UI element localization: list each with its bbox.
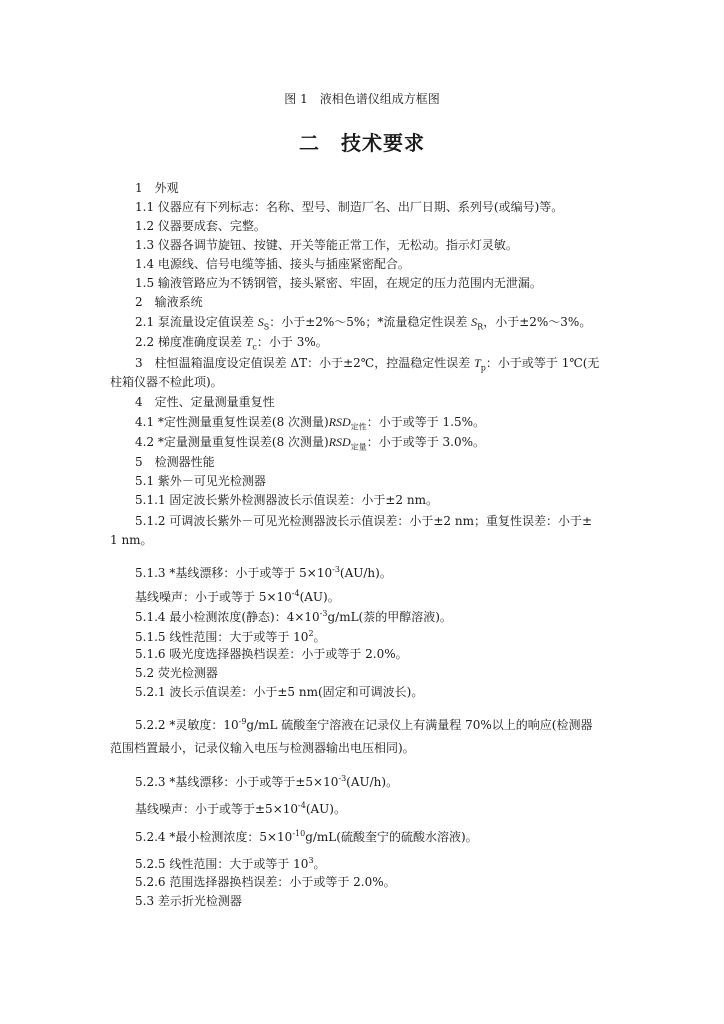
paragraph-5-1-3: 5.1.3 *基线漂移：小于或等于 $5\times 10^{-3}(AU/h)$。 [135,565,392,580]
paragraph-5-2-4: 5.2.4 *最小检测浓度：$5\times 10^{-10}g/mL$(硫酸奎宁的硫酸水溶液)。 [135,829,478,844]
section-title: 二 技术要求 [299,131,425,155]
paragraph-5-1-5: 5.1.5 线性范围：大于或等于 $10^2$。 [135,629,326,644]
paragraph-3-cont: 柱箱仪器不检此项)。 [110,375,223,389]
paragraph-1-3: 1.3 仪器各调节旋钮、按键、开关等能正常工作，无松动。指示灯灵敏。 [135,238,518,252]
paragraph-1-2: 1.2 仪器要成套、完整。 [135,219,266,233]
heading-detector: 5 检测器性能 [135,455,215,469]
paragraph-5-2-2-cont: 范围档置最小，记录仪输入电压与检测器输出电压相同)。 [110,741,415,755]
paragraph-3: 3 柱恒温箱温度设定值误差 ΔT：小于±2℃，控温稳定性误差 $T_p$：小于或等于 1℃(无 [135,356,600,373]
paragraph-4-1: 4.1 *定性测量重复性误差(8 次测量)$RSD_{定性}$：小于或等于 1.5%。 [135,415,486,432]
paragraph-5-2-3: 5.2.3 *基线漂移：小于或等于$\pm 5\times 10^{-3}(AU/h)$。 [135,774,399,789]
paragraph-1-4: 1.4 电源线、信号电缆等插、接头与插座紧密配合。 [135,257,410,271]
paragraph-5-2-2: 5.2.2 *灵敏度：$10^{-9}g/mL$ 硫酸奎宁溶液在记录仪上有满量程 70%以上的响应(检测器 [135,717,593,732]
heading-uv-detector: 5.1 紫外－可见光检测器 [135,474,266,488]
paragraph-1-5: 1.5 输液管路应为不锈钢管，接头紧密、牢固，在规定的压力范围内无泄漏。 [135,276,542,290]
paragraph-4-2: 4.2 *定量测量重复性误差(8 次测量)$RSD_{定量}$：小于或等于 3.0%。 [135,435,486,452]
paragraph-5-1-4: 5.1.4 最小检测浓度(静态)：$4\times 10^{-3}g/mL$(萘的甲醇溶液)。 [135,609,452,624]
heading-refractive-detector: 5.3 差示折光检测器 [135,894,242,908]
paragraph-uv-noise: 基线噪声：小于或等于 $5\times 10^{-4}(AU)$。 [135,589,340,604]
heading-appearance: 1 外观 [135,181,179,195]
paragraph-5-2-1: 5.2.1 波长示值误差：小于±5 nm(固定和可调波长)。 [135,685,424,699]
heading-fluorescence-detector: 5.2 荧光检测器 [135,666,218,680]
paragraph-5-2-6: 5.2.6 范围选择器换档误差：小于或等于 2.0%。 [135,875,396,889]
paragraph-5-1-2: 5.1.2 可调波长紫外－可见光检测器波长示值误差：小于±2 nm；重复性误差：小于± [135,514,593,528]
paragraph-1-1: 1.1 仪器应有下列标志：名称、型号、制造厂名、出厂日期、系列号(或编号)等。 [135,200,564,214]
figure-caption: 图 1 液相色谱仪组成方框图 [284,92,440,106]
heading-liquid-system: 2 输液系统 [135,295,203,309]
paragraph-2-1: 2.1 泵流量设定值误差 $S_S$：小于±2%～5%；*流量稳定性误差 $S_R$，小于±2%～3%。 [135,315,592,332]
heading-repeatability: 4 定性、定量测量重复性 [135,395,275,409]
paragraph-5-1-6: 5.1.6 吸光度选择器换档误差：小于或等于 2.0%。 [135,647,408,661]
paragraph-fl-noise: 基线噪声：小于或等于$\pm 5\times 10^{-4}(AU)$。 [135,801,346,816]
paragraph-5-2-5: 5.2.5 线性范围：大于或等于 $10^3$。 [135,856,326,871]
paragraph-2-2: 2.2 梯度准确度误差 $T_c$：小于 3%。 [135,335,328,352]
paragraph-5-1-1: 5.1.1 固定波长紫外检测器波长示值误差：小于±2 nm。 [135,493,438,507]
paragraph-5-1-2-cont: 1 nm。 [110,533,153,547]
